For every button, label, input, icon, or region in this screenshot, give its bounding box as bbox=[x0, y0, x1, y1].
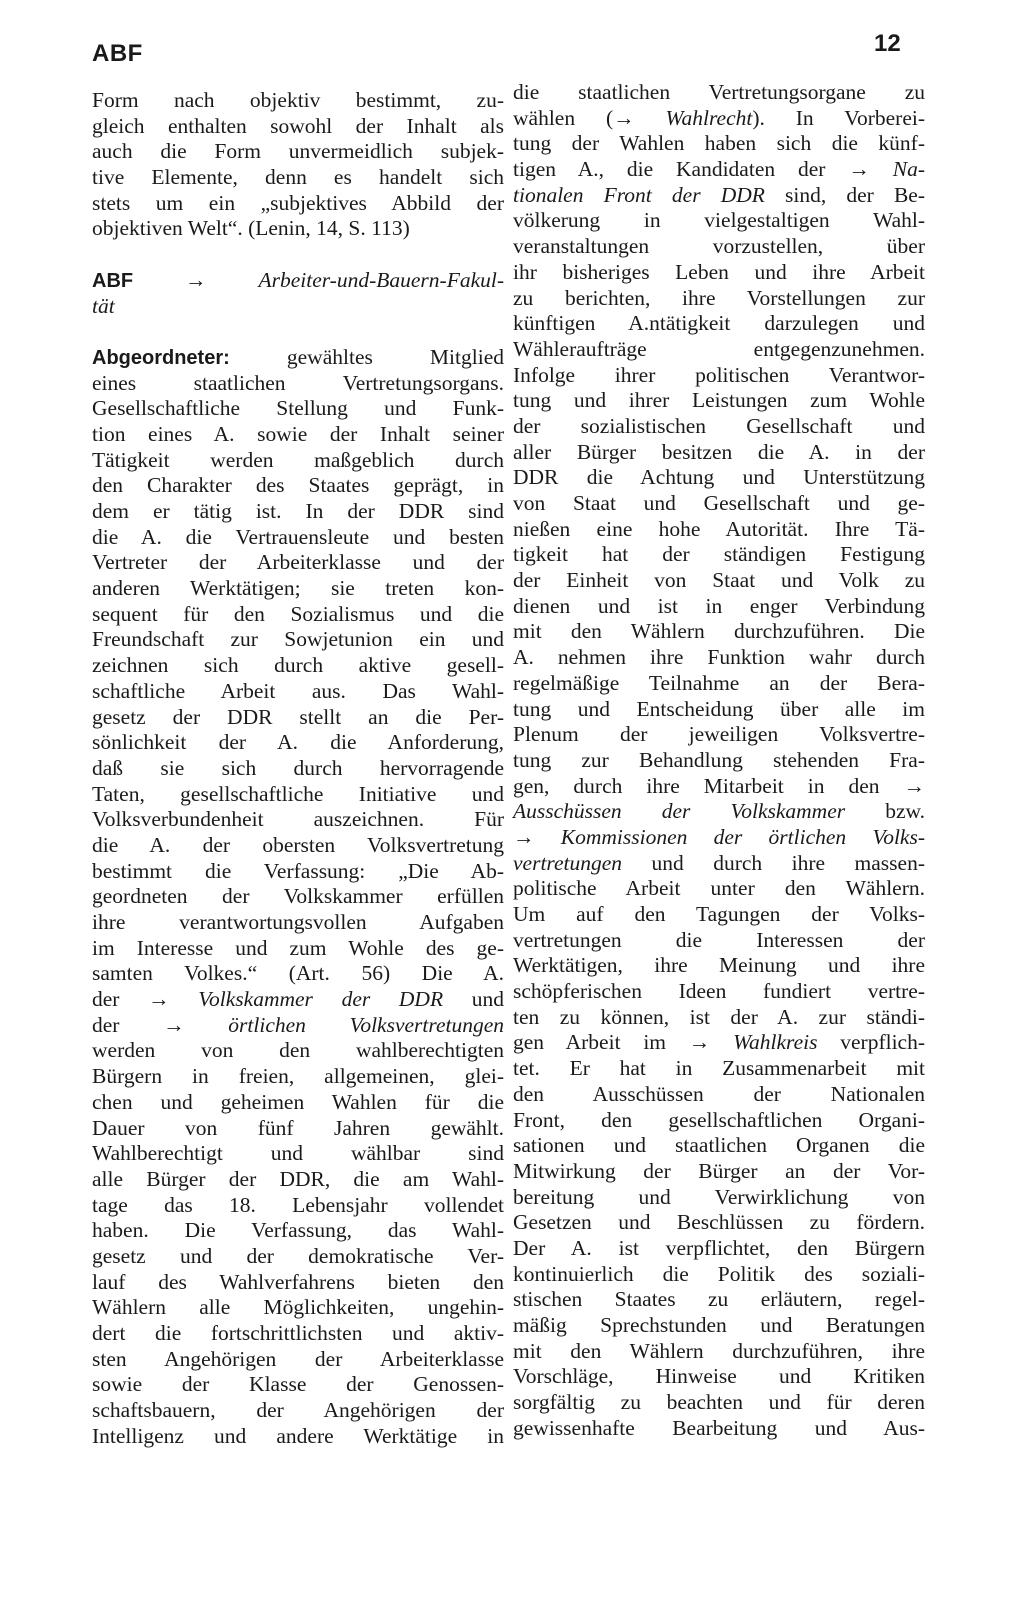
text-line-with-reference bbox=[513, 799, 925, 825]
text-line: werden von den wahlberechtigten bbox=[92, 1038, 504, 1063]
cross-reference-link: tät bbox=[92, 293, 115, 318]
text-line: daß sie sich durch hervorragende bbox=[92, 755, 504, 780]
cross-reference-arrow: → bbox=[148, 987, 170, 1012]
text-line: dert die fortschrittlichsten und aktiv- bbox=[92, 1321, 504, 1345]
page-number: 12 bbox=[874, 30, 901, 57]
text-line: den Charakter des Staates geprägt, in bbox=[92, 473, 504, 498]
text-line: bereitung und Verwirklichung von bbox=[513, 1184, 925, 1209]
text-line: Mitwirkung der Bürger an der Vor- bbox=[513, 1158, 925, 1183]
cross-reference-link: örtlichen Volksvertretungen bbox=[184, 1012, 505, 1037]
entry-abf-line bbox=[92, 268, 504, 294]
text-line: Tätigkeit werden maßgeblich durch bbox=[92, 447, 504, 472]
text-line: auch die Form unvermeidlich subjek- bbox=[92, 139, 504, 164]
text-line: tung zur Behandlung stehenden Fra- bbox=[513, 747, 925, 772]
text-line: ten zu können, ist der A. zur ständi- bbox=[513, 1004, 925, 1029]
text-line-with-reference bbox=[513, 851, 925, 877]
text-line: den Ausschüssen der Nationalen bbox=[513, 1081, 925, 1106]
text-line: nießen eine hohe Autorität. Ihre Tä- bbox=[513, 516, 925, 541]
text-line: bestimmt die Verfassung: „Die Ab- bbox=[92, 858, 504, 883]
text-line: regelmäßige Teilnahme an der Bera- bbox=[513, 670, 925, 695]
text-span: der bbox=[92, 1012, 164, 1037]
text-span: und durch ihre massen- bbox=[622, 850, 925, 875]
text-line: A. nehmen ihre Funktion wahr durch bbox=[513, 645, 925, 670]
text-line: schöpferischen Ideen fundiert vertre- bbox=[513, 979, 925, 1004]
text-line: schaftliche Arbeit aus. Das Wahl- bbox=[92, 678, 504, 703]
text-line: der sozialistischen Gesellschaft und bbox=[513, 413, 925, 438]
text-line: ihr bisheriges Leben und ihre Arbeit bbox=[513, 259, 925, 284]
text-line: die staatlichen Vertretungsorgane zu bbox=[513, 80, 925, 104]
text-line: Dauer von fünf Jahren gewählt. bbox=[92, 1115, 504, 1140]
text-line-with-reference bbox=[513, 825, 925, 851]
text-line-with-reference bbox=[513, 774, 925, 800]
text-line: Form nach objektiv bestimmt, zu- bbox=[92, 88, 504, 112]
text-span: und bbox=[443, 987, 505, 1012]
text-span: wählen ( bbox=[513, 105, 614, 130]
running-head: ABF bbox=[92, 40, 143, 67]
text-line: Wählern alle Möglichkeiten, ungehin- bbox=[92, 1295, 504, 1320]
text-line: von Staat und Gesellschaft und ge- bbox=[513, 491, 925, 515]
text-line: künftigen A.ntätigkeit darzulegen und bbox=[513, 311, 925, 336]
text-line: gleich enthalten sowohl der Inhalt als bbox=[92, 113, 504, 138]
text-line: Vorschläge, Hinweise und Kritiken bbox=[513, 1364, 925, 1389]
text-line: Plenum der jeweiligen Volksvertre- bbox=[513, 722, 925, 747]
text-line: Wähleraufträge entgegenzunehmen. bbox=[513, 336, 925, 361]
cross-reference-link: Wahlrecht bbox=[634, 105, 753, 130]
text-line: politische Arbeit unter den Wählern. bbox=[513, 876, 925, 901]
text-line: vertretungen die Interessen der bbox=[513, 927, 925, 952]
text-line-with-reference bbox=[513, 183, 925, 209]
text-line: tage das 18. Lebensjahr vollendet bbox=[92, 1192, 504, 1217]
text-line: kontinuierlich die Politik des soziali- bbox=[513, 1261, 925, 1286]
cross-reference-arrow: → bbox=[688, 1030, 711, 1055]
text-line: die A. die Vertrauensleute und besten bbox=[92, 524, 504, 549]
text-line: objektiven Welt“. (Lenin, 14, S. 113) bbox=[92, 216, 410, 241]
cross-reference-arrow: → bbox=[513, 824, 535, 849]
text-span: der bbox=[92, 987, 149, 1012]
right-column bbox=[513, 80, 925, 1441]
text-line: im Interesse und zum Wohle des ge- bbox=[92, 935, 504, 960]
text-line: aller Bürger besitzen die A. in der bbox=[513, 439, 925, 464]
text-line: veranstaltungen vorzustellen, über bbox=[513, 234, 925, 259]
text-span: tigen A., die Kandidaten der bbox=[513, 157, 849, 182]
text-line: Volksverbundenheit auszeichnen. Für bbox=[92, 807, 504, 832]
cross-reference-link: Kommissionen der örtlichen Volks- bbox=[534, 824, 925, 849]
text-line: zu berichten, ihre Vorstellungen zur bbox=[513, 285, 925, 310]
text-span: verpflich- bbox=[817, 1030, 926, 1055]
cross-reference-link: Ausschüssen der Volkskammer bbox=[513, 799, 846, 824]
text-line-with-reference bbox=[92, 1013, 504, 1039]
text-line: stischen Staates zu erläutern, regel- bbox=[513, 1287, 925, 1312]
text-line: dienen und ist in enger Verbindung bbox=[513, 593, 925, 618]
text-line: sequent für den Sozialismus und die bbox=[92, 601, 504, 626]
entry-abgeordneter-first-line bbox=[92, 345, 504, 371]
entry-lemma-abf: ABF bbox=[92, 269, 134, 292]
text-line: alle Bürger der DDR, die am Wahl- bbox=[92, 1166, 504, 1191]
text-span: ). In Vorberei- bbox=[752, 105, 925, 130]
text-line: tung der Wahlen haben sich die künf- bbox=[513, 131, 925, 156]
text-line: Freundschaft zur Sowjetunion ein und bbox=[92, 627, 504, 652]
text-span: bzw. bbox=[845, 799, 925, 824]
text-line: mit den Wählern durchzuführen. Die bbox=[513, 619, 925, 644]
text-span: gen Arbeit im bbox=[513, 1030, 689, 1055]
cross-reference-arrow: → bbox=[613, 105, 635, 130]
text-line: eines staatlichen Vertretungsorgans. bbox=[92, 370, 504, 395]
text-line: Werktätigen, ihre Meinung und ihre bbox=[513, 953, 925, 978]
cross-reference-link: vertretungen bbox=[513, 850, 623, 875]
text-line: tion eines A. sowie der Inhalt seiner bbox=[92, 421, 504, 446]
cross-reference-link: Volkskammer der DDR bbox=[169, 987, 444, 1012]
text-line: Vertreter der Arbeiterklasse und der bbox=[92, 550, 504, 575]
text-line: gesetz und der demokratische Ver- bbox=[92, 1243, 504, 1268]
text-line-with-reference bbox=[92, 987, 504, 1013]
text-line: stets um ein „subjektives Abbild der bbox=[92, 190, 504, 215]
entry-abf-line bbox=[92, 294, 504, 320]
text-line: sönlichkeit der A. die Anforderung, bbox=[92, 730, 504, 755]
text-line-with-reference bbox=[513, 106, 925, 132]
text-line: Front, den gesellschaftlichen Organi- bbox=[513, 1107, 925, 1132]
text-line: Infolge ihrer politischen Verantwor- bbox=[513, 362, 925, 387]
entry-lemma-abgeordneter: Abgeordneter: bbox=[92, 346, 230, 369]
cross-reference-arrow: → bbox=[848, 157, 870, 182]
text-line: sowie der Klasse der Genossen- bbox=[92, 1372, 504, 1397]
text-line: mäßig Sprechstunden und Beratungen bbox=[513, 1313, 925, 1337]
text-line: tet. Er hat in Zusammenarbeit mit bbox=[513, 1056, 925, 1081]
text-line: gewissenhafte Bearbeitung und Aus- bbox=[513, 1415, 925, 1440]
cross-reference-link: Arbeiter-und-Bauern-Fakul- bbox=[258, 267, 505, 292]
left-column bbox=[92, 88, 504, 1449]
cross-reference-link: Na- bbox=[869, 157, 925, 182]
text-line-with-reference bbox=[513, 1030, 925, 1056]
text-span: gewähltes Mitglied bbox=[229, 344, 504, 369]
text-line: ihre verantwortungsvollen Aufgaben bbox=[92, 910, 504, 934]
text-line: Wahlberechtigt und wählbar sind bbox=[92, 1141, 504, 1166]
text-line: Intelligenz und andere Werktätige in bbox=[92, 1423, 504, 1448]
text-line: der Einheit von Staat und Volk zu bbox=[513, 568, 925, 593]
text-line: sationen und staatlichen Organen die bbox=[513, 1133, 925, 1158]
text-line: lauf des Wahlverfahrens bieten den bbox=[92, 1269, 504, 1294]
text-line: tive Elemente, denn es handelt sich bbox=[92, 165, 504, 190]
text-line: dem er tätig ist. In der DDR sind bbox=[92, 499, 504, 523]
entry-gap bbox=[92, 242, 504, 268]
text-line: tung und ihrer Leistungen zum Wohle bbox=[513, 388, 925, 413]
text-line: Gesetzen und Beschlüssen zu fördern. bbox=[513, 1210, 925, 1235]
text-line: sorgfältig zu beachten und für deren bbox=[513, 1390, 925, 1415]
text-line: chen und geheimen Wahlen für die bbox=[92, 1089, 504, 1114]
text-line: haben. Die Verfassung, das Wahl- bbox=[92, 1218, 504, 1243]
cross-reference-link: Wahlkreis bbox=[710, 1030, 818, 1055]
text-line: DDR die Achtung und Unterstützung bbox=[513, 465, 925, 490]
text-line: Gesellschaftliche Stellung und Funk- bbox=[92, 396, 504, 421]
text-line: mit den Wählern durchzuführen, ihre bbox=[513, 1338, 925, 1363]
text-line-with-reference bbox=[513, 157, 925, 183]
text-span: gen, durch ihre Mitarbeit in den bbox=[513, 773, 904, 798]
cross-reference-arrow: → bbox=[163, 1012, 185, 1037]
text-line: Der A. ist verpflichtet, den Bürgern bbox=[513, 1235, 925, 1260]
text-line: tung und Entscheidung über alle im bbox=[513, 696, 925, 721]
text-line: die A. der obersten Volksvertretung bbox=[92, 832, 504, 857]
text-line: samten Volkes.“ (Art. 56) Die A. bbox=[92, 961, 504, 986]
text-line: geordneten der Volkskammer erfüllen bbox=[92, 884, 504, 909]
text-line: Um auf den Tagungen der Volks- bbox=[513, 902, 925, 926]
text-line: Bürgern in freien, allgemeinen, glei- bbox=[92, 1064, 504, 1089]
text-line: völkerung in vielgestaltigen Wahl- bbox=[513, 208, 925, 233]
text-line: Taten, gesellschaftliche Initiative und bbox=[92, 781, 504, 806]
text-line: schaftsbauern, der Angehörigen der bbox=[92, 1398, 504, 1423]
text-line: sten Angehörigen der Arbeiterklasse bbox=[92, 1346, 504, 1371]
text-line: zeichnen sich durch aktive gesell- bbox=[92, 653, 504, 678]
text-line: anderen Werktätigen; sie treten kon- bbox=[92, 576, 504, 601]
text-line: gesetz der DDR stellt an die Per- bbox=[92, 704, 504, 729]
cross-reference-arrow: → bbox=[185, 267, 207, 292]
cross-reference-link: tionalen Front der DDR bbox=[513, 182, 765, 207]
text-span: sind, der Be- bbox=[764, 182, 925, 207]
text-line: tigkeit hat der ständigen Festigung bbox=[513, 542, 925, 567]
entry-gap bbox=[92, 319, 504, 345]
cross-reference-arrow: → bbox=[903, 773, 925, 798]
